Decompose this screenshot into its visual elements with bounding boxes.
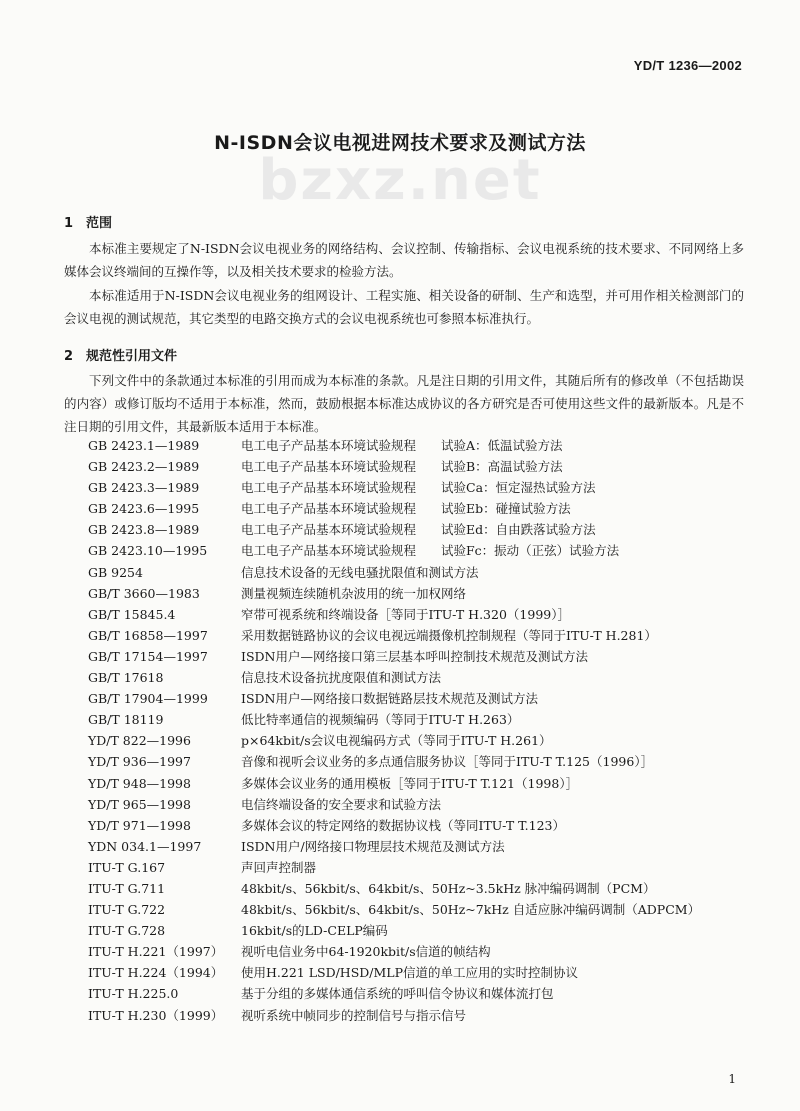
reference-item <box>88 625 748 646</box>
reference-id: GB 2423.10—1995 <box>88 543 208 559</box>
reference-item <box>88 794 748 815</box>
reference-title: 16kbit/s的LD-CELP编码 <box>241 923 388 939</box>
reference-item <box>88 667 748 688</box>
reference-title: 音像和视听会议业务的多点通信服务协议［等同于ITU-T T.125（1996）］ <box>241 754 654 770</box>
reference-list <box>88 435 748 1026</box>
reference-title: 基于分组的多媒体通信系统的呼叫信令协议和媒体流打包 <box>241 986 554 1002</box>
reference-item <box>88 646 748 667</box>
reference-id: GB/T 16858—1997 <box>88 627 208 643</box>
reference-item <box>88 983 748 1004</box>
reference-item <box>88 709 748 730</box>
section-number: 1 <box>64 216 74 231</box>
reference-id: GB 9254 <box>88 564 143 580</box>
document-title: N-ISDN会议电视进网技术要求及测试方法 <box>214 132 586 154</box>
reference-id: ITU-T G.728 <box>88 923 166 939</box>
reference-item <box>88 878 748 899</box>
reference-item <box>88 899 748 920</box>
reference-title: ISDN用户—网络接口第三层基本呼叫控制技术规范及测试方法 <box>241 648 588 664</box>
section-heading-references <box>64 345 177 364</box>
reference-title: p×64kbit/s会议电视编码方式（等同于ITU-T H.261） <box>241 733 552 749</box>
reference-title: 信息技术设备抗扰度限值和测试方法 <box>241 670 442 686</box>
reference-id: GB/T 17154—1997 <box>88 648 208 664</box>
reference-item <box>88 562 748 583</box>
reference-id: GB/T 15845.4 <box>88 606 176 622</box>
reference-item <box>88 604 748 625</box>
reference-item <box>88 477 748 498</box>
reference-item <box>88 498 748 519</box>
reference-id: YD/T 971—1998 <box>88 817 191 833</box>
reference-item <box>88 836 748 857</box>
reference-item <box>88 962 748 983</box>
paragraph: 本标准主要规定了N-ISDN会议电视业务的网络结构、会议控制、传输指标、会议电视系统的技术要求、不同网络上多媒体会议终端间的互操作等，以及相关技术要求的检验方法。 <box>64 241 744 279</box>
reference-title: 低比特率通信的视频编码（等同于ITU-T H.263） <box>241 712 520 728</box>
reference-id: ITU-T G.711 <box>88 880 166 896</box>
reference-title: ISDN用户/网络接口物理层技术规范及测试方法 <box>241 838 505 854</box>
reference-id: GB/T 18119 <box>88 712 164 728</box>
reference-title: 电工电子产品基本环境试验规程 试验B：高温试验方法 <box>241 459 563 475</box>
reference-title: 电信终端设备的安全要求和试验方法 <box>241 796 442 812</box>
reference-id: ITU-T H.225.0 <box>88 986 179 1002</box>
reference-title: 视听系统中帧同步的控制信号与指示信号 <box>241 1007 467 1023</box>
reference-id: GB 2423.3—1989 <box>88 480 200 496</box>
reference-title: 窄带可视系统和终端设备［等同于ITU-T H.320（1999）］ <box>241 606 570 622</box>
reference-id: GB/T 17904—1999 <box>88 691 208 707</box>
section-title: 范围 <box>86 216 113 231</box>
reference-id: ITU-T H.224（1994） <box>88 965 224 981</box>
reference-id: GB 2423.1—1989 <box>88 438 200 453</box>
reference-item <box>88 815 748 836</box>
reference-title: 多媒体会议业务的通用模板［等同于ITU-T T.121（1998）］ <box>241 775 579 791</box>
paragraph: 下列文件中的条款通过本标准的引用而成为本标准的条款。凡是注日期的引用文件，其随后所有的修改单（不包括勘误的内容）或修订版均不适用于本标准，然而，鼓励根据本标准达成协议的各方研究是否可使用这些文件的最新版本。凡是不注日期的引用文件，其最新版本适用于本标准。 <box>64 373 744 434</box>
reference-id: YD/T 936—1997 <box>88 754 191 770</box>
reference-item <box>88 456 748 477</box>
section-number: 2 <box>64 349 74 364</box>
reference-title: 电工电子产品基本环境试验规程 试验Eb：碰撞试验方法 <box>241 501 571 517</box>
reference-title: 电工电子产品基本环境试验规程 试验A：低温试验方法 <box>241 438 563 453</box>
reference-title: ISDN用户—网络接口数据链路层技术规范及测试方法 <box>241 691 538 707</box>
reference-id: GB/T 3660—1983 <box>88 585 200 601</box>
section-title: 规范性引用文件 <box>86 349 178 364</box>
reference-title: 48kbit/s、56kbit/s、64kbit/s、50Hz~7kHz 自适应脉冲编码调制（ADPCM） <box>241 902 701 918</box>
reference-item <box>88 751 748 772</box>
reference-item <box>88 540 748 561</box>
reference-title: 电工电子产品基本环境试验规程 试验Ed：自由跌落试验方法 <box>241 522 596 538</box>
reference-title: 测量视频连续随机杂波用的统一加权网络 <box>241 585 467 601</box>
reference-title: 信息技术设备的无线电骚扰限值和测试方法 <box>241 564 479 580</box>
reference-id: YDN 034.1—1997 <box>88 838 202 854</box>
reference-title: 采用数据链路协议的会议电视远端摄像机控制规程（等同于ITU-T H.281） <box>241 627 657 643</box>
reference-title: 视听电信业务中64-1920kbit/s信道的帧结构 <box>241 944 491 960</box>
watermark: bzxz.net <box>258 148 542 213</box>
reference-id: YD/T 965—1998 <box>88 796 191 812</box>
standard-code: YD/T 1236—2002 <box>633 58 742 73</box>
reference-title: 48kbit/s、56kbit/s、64kbit/s、50Hz~3.5kHz 脉冲编码调制（PCM） <box>241 880 656 896</box>
reference-id: ITU-T H.230（1999） <box>88 1007 224 1023</box>
reference-item <box>88 688 748 709</box>
reference-title: 电工电子产品基本环境试验规程 试验Ca：恒定湿热试验方法 <box>241 480 596 496</box>
reference-id: GB 2423.6—1995 <box>88 501 200 517</box>
reference-title: 使用H.221 LSD/HSD/MLP信道的单工应用的实时控制协议 <box>241 965 579 981</box>
reference-id: GB 2423.8—1989 <box>88 522 200 538</box>
page-number: 1 <box>728 1072 736 1086</box>
reference-id: ITU-T H.221（1997） <box>88 944 224 960</box>
reference-id: ITU-T G.722 <box>88 902 166 918</box>
reference-id: YD/T 948—1998 <box>88 775 191 791</box>
reference-item <box>88 730 748 751</box>
paragraph: 本标准适用于N-ISDN会议电视业务的组网设计、工程实施、相关设备的研制、生产和选型，并可用作相关检测部门的会议电视的测试规范，其它类型的电路交换方式的会议电视系统也可参照本标准执行。 <box>64 288 744 326</box>
reference-item <box>88 583 748 604</box>
reference-item <box>88 941 748 962</box>
reference-item <box>88 519 748 540</box>
reference-id: GB 2423.2—1989 <box>88 459 200 475</box>
reference-item <box>88 857 748 878</box>
reference-title: 声回声控制器 <box>241 859 317 875</box>
reference-item <box>88 435 748 456</box>
reference-title: 多媒体会议的特定网络的数据协议栈（等同ITU-T T.123） <box>241 817 566 833</box>
reference-id: YD/T 822—1996 <box>88 733 191 749</box>
section-heading-scope <box>64 212 112 231</box>
reference-item <box>88 920 748 941</box>
reference-title: 电工电子产品基本环境试验规程 试验Fc：振动（正弦）试验方法 <box>241 543 620 559</box>
reference-id: ITU-T G.167 <box>88 859 166 875</box>
reference-id: GB/T 17618 <box>88 670 164 686</box>
reference-item <box>88 1005 748 1026</box>
reference-item <box>88 773 748 794</box>
